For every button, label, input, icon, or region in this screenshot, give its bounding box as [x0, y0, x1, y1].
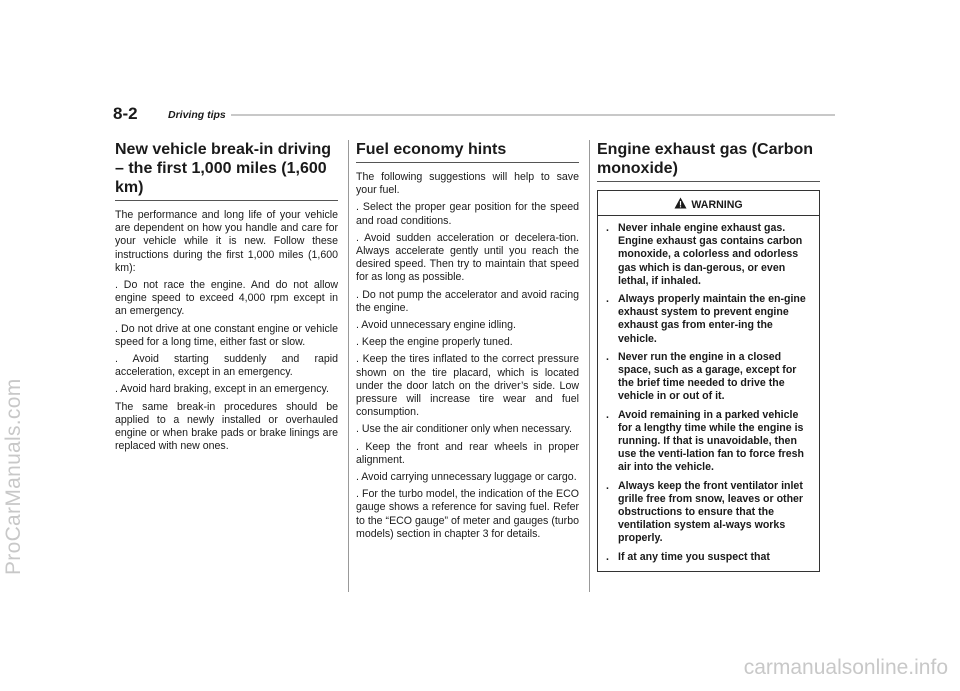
paragraph: . For the turbo model, the indication of the ECO gauge shows a reference for saving fuel. Refer to the “ECO gauge” of meter and gauges (turbo models) section in chapter 3 for details.: [356, 488, 579, 540]
page-number: 8-2: [113, 104, 138, 123]
warning-item: . Always properly maintain the en-gine exhaust system to prevent engine exhaust gas from enter-ing the vehicle.: [606, 293, 806, 345]
warning-item: . Always keep the front ventilator inlet grille free from snow, leaves or other obstructions to ensure that the ventilation system al-ways works properly.: [606, 479, 804, 545]
paragraph: . Do not pump the accelerator and avoid racing the engine.: [356, 288, 579, 314]
warning-label: WARNING: [691, 199, 743, 211]
heading-exhaust-gas: Engine exhaust gas (Carbon monoxide): [597, 140, 820, 182]
paragraph: The following suggestions will help to save your fuel.: [356, 171, 579, 197]
paragraph: . Keep the front and rear wheels in proper alignment.: [356, 440, 579, 466]
paragraph: . Avoid starting suddenly and rapid acceleration, except in an emergency.: [115, 353, 338, 379]
paragraph: . Select the proper gear position for the speed and road conditions.: [356, 201, 579, 227]
warning-item: . Never run the engine in a closed space, such as a garage, except for the brief time needed to drive the vehicle in or out of it.: [606, 350, 797, 403]
paragraph: . Avoid sudden acceleration or decelera-tion. Always accelerate gently until you reach the desired speed. Then try to maintain that speed for as long as possible.: [356, 231, 579, 284]
warning-item: . Never inhale engine exhaust gas. Engine exhaust gas contains carbon monoxide, a colorless and odorless gas which is dan-gerous, or even lethal, if inhaled.: [606, 222, 803, 287]
watermark-bottom: carmanualsonline.info: [743, 656, 948, 679]
bullet: .: [606, 550, 609, 563]
paragraph: . Do not race the engine. And do not allow engine speed to exceed 4,000 rpm except in an emergency.: [115, 279, 338, 318]
paragraph: . Avoid carrying unnecessary luggage or cargo.: [356, 471, 577, 484]
paragraph: . Use the air conditioner only when necessary.: [356, 423, 572, 436]
paragraph: The same break-in procedures should be applied to a newly installed or overhauled engine or when brake pads or brake linings are replaced with new ones.: [115, 400, 338, 453]
warning-triangle-icon: [674, 197, 687, 209]
bullet: .: [606, 350, 609, 363]
heading-fuel-economy: Fuel economy hints: [356, 140, 579, 163]
column-divider: [348, 140, 349, 592]
heading-break-in: New vehicle break-in driving – the first 1,000 miles (1,600 km): [115, 140, 338, 201]
bullet: .: [606, 222, 609, 234]
column-exhaust-gas: [597, 140, 820, 572]
paragraph: . Keep the tires inflated to the correct pressure shown on the tire placard, which is located under the door latch on the driver’s side. Low pressure will increase tire wear and fuel consumption.: [356, 353, 579, 419]
warning-item: . Avoid remaining in a parked vehicle for a lengthy time while the engine is running. If that is unavoidable, then use the venti-lation fan to force fresh air into the vehicle.: [606, 408, 805, 474]
column-break-in: [115, 140, 338, 457]
warning-box: [597, 190, 820, 572]
bullet: .: [606, 293, 609, 306]
header-rule: [231, 114, 835, 116]
warning-body: [598, 216, 819, 571]
warning-item: . If at any time you suspect that: [606, 550, 770, 563]
column-divider: [589, 140, 590, 592]
warning-header: [598, 191, 819, 216]
paragraph: . Do not drive at one constant engine or vehicle speed for a long time, either fast or slow.: [115, 322, 338, 348]
bullet: .: [606, 479, 609, 492]
paragraph: . Keep the engine properly tuned.: [356, 336, 513, 349]
watermark-left: ProCarManuals.com: [2, 378, 25, 575]
paragraph: The performance and long life of your vehicle are dependent on how you handle and care for your vehicle while it is new. Follow these instructions during the first 1,000 miles (1,600 km):: [115, 209, 338, 274]
bullet: .: [606, 408, 609, 421]
section-title: Driving tips: [168, 109, 226, 121]
column-fuel-economy: [356, 140, 579, 545]
paragraph: . Avoid unnecessary engine idling.: [356, 319, 516, 332]
paragraph: . Avoid hard braking, except in an emergency.: [115, 383, 329, 396]
page-header: [113, 104, 835, 124]
